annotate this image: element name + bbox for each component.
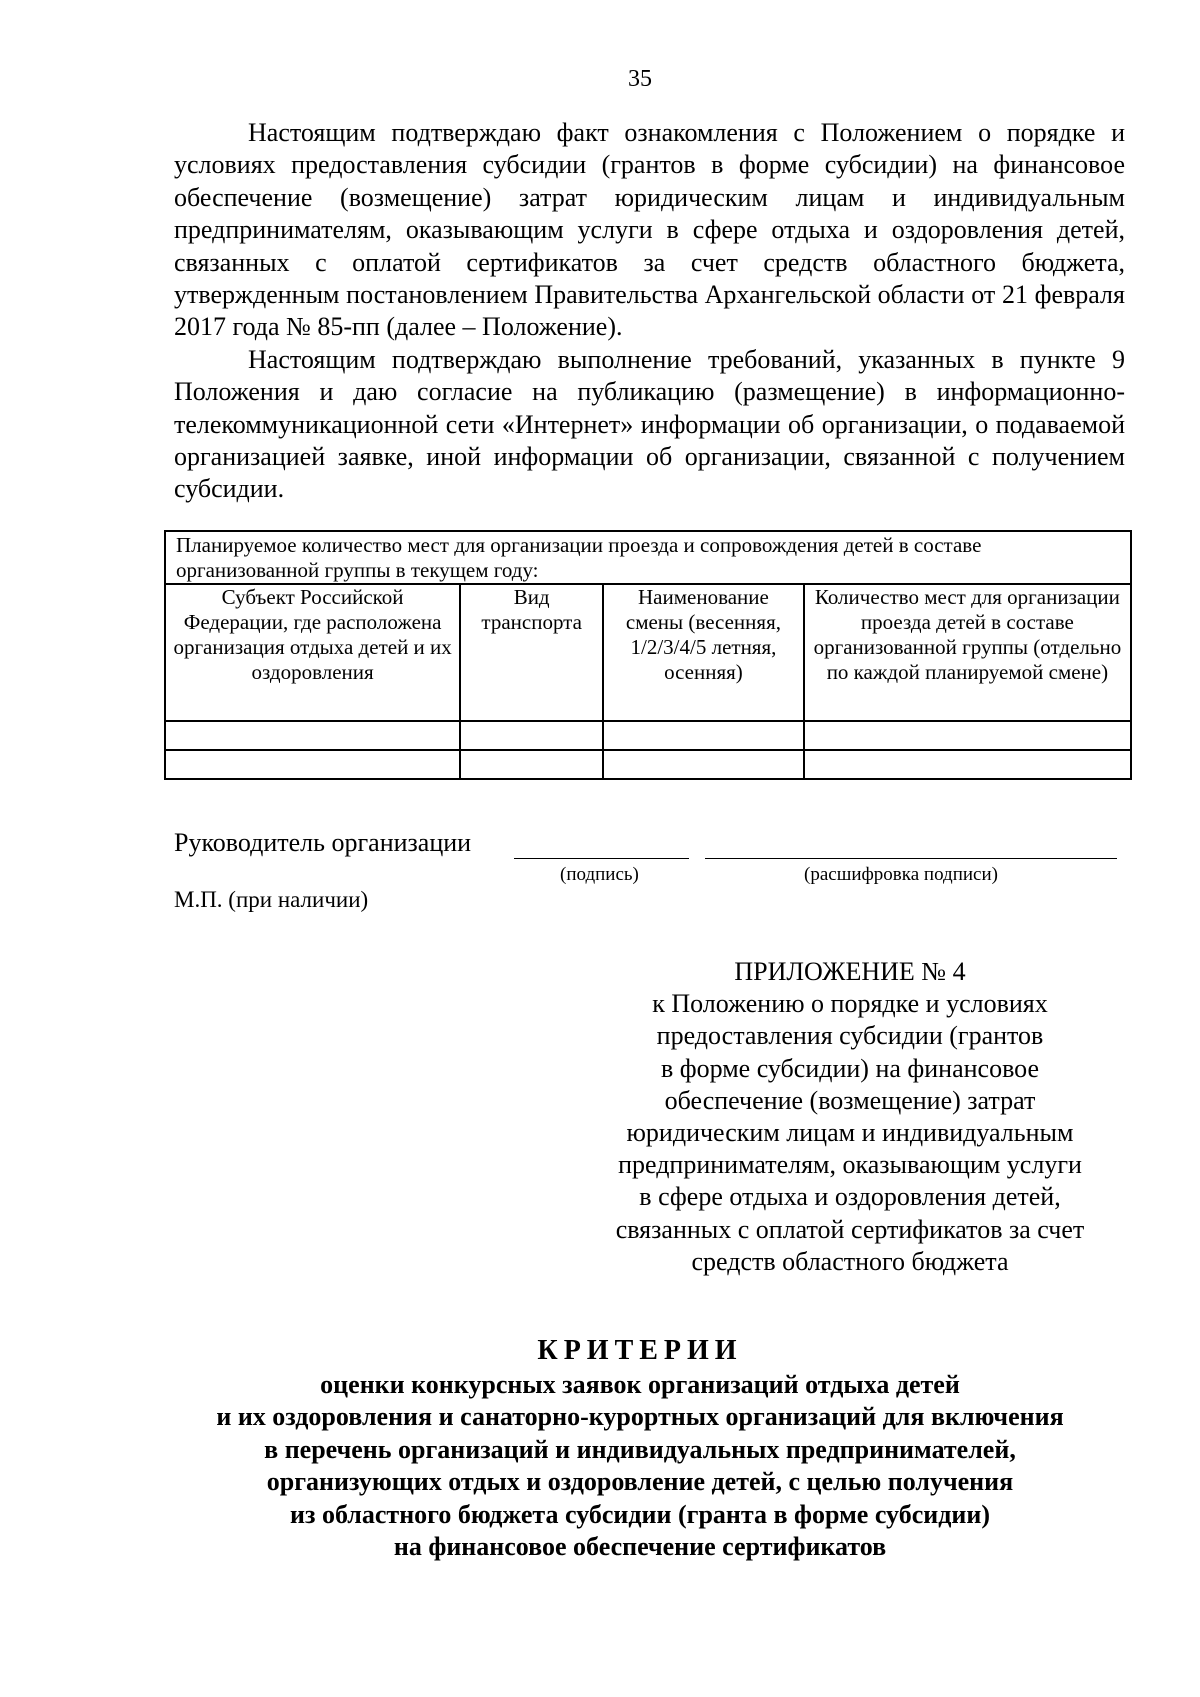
table-header-row [165, 584, 1131, 721]
appendix-block [590, 956, 1110, 1278]
table-cell [603, 750, 804, 779]
signature-decoding-caption: (расшифровка подписи) [804, 864, 998, 885]
body-text [174, 117, 1125, 506]
signature-decoding-line [705, 858, 1117, 859]
page-number: 35 [628, 66, 652, 92]
table-row [165, 750, 1131, 779]
table-cell [460, 721, 603, 750]
criteria-title: КРИТЕРИИ [537, 1335, 743, 1366]
criteria-subtitle: оценки конкурсных заявок организаций отдыха детей и их оздоровления и санаторно-курортных организаций для включения в перечень организаций и индивидуальных предпринимателей, организующих отдых и оздоровление детей, с целью получения из областного бюджета субсидии (гранта в форме субсидии) на финансовое обеспечение сертификатов [216, 1370, 1064, 1562]
header-transport: Вид транспорта [460, 584, 603, 721]
signature-line [514, 858, 689, 859]
header-shift: Наименование смены (весенняя, 1/2/3/4/5 летняя, осенняя) [603, 584, 804, 721]
table-row [165, 721, 1131, 750]
table-caption: Планируемое количество мест для организации проезда и сопровождения детей в составе организованной группы в текущем году: [165, 531, 1131, 584]
paragraph-acknowledgement: Настоящим подтверждаю факт ознакомления с Положением о порядке и условиях предоставления субсидии (грантов в форме субсидии) на финансовое обеспечение (возмещение) затрат юридическим лицам и индивидуальным предпринимателям, оказывающим услуги в сфере отдыха и оздоровления детей, связанных с оплатой сертификатов за счет средств областного бюджета, утвержденным постановлением Правительства Архангельской области от 21 февраля 2017 года № 85-пп (далее – Положение). [174, 118, 1125, 342]
header-seats: Количество мест для организации проезда детей в составе организованной группы (отдельно по каждой планируемой смене) [804, 584, 1131, 721]
table-cell [603, 721, 804, 750]
table-cell [165, 750, 460, 779]
appendix-title: ПРИЛОЖЕНИЕ № 4 [734, 957, 966, 986]
table-cell [165, 721, 460, 750]
table-cell [804, 721, 1131, 750]
header-region: Субъект Российской Федерации, где расположена организация отдыха детей и их оздоровления [165, 584, 460, 721]
table-cell [460, 750, 603, 779]
signature-label: Руководитель организации [174, 828, 472, 857]
criteria-block [0, 1335, 1200, 1563]
appendix-body: к Положению о порядке и условиях предоставления субсидии (грантов в форме субсидии) на финансовое обеспечение (возмещение) затрат юридическим лицам и индивидуальным предпринимателям, оказывающим услуги в сфере отдыха и оздоровления детей, связанных с оплатой сертификатов за счет средств областного бюджета [615, 989, 1085, 1276]
planned-seats-table [164, 530, 1132, 780]
stamp-note: М.П. (при наличии) [174, 887, 369, 912]
paragraph-consent: Настоящим подтверждаю выполнение требований, указанных в пункте 9 Положения и даю согласие на публикацию (размещение) в информационно-телекоммуникационной сети «Интернет» информации об организации, о подаваемой организацией заявке, иной информации об организации, связанной с получением субсидии. [174, 344, 1125, 504]
table-cell [804, 750, 1131, 779]
signature-caption: (подпись) [560, 864, 639, 885]
